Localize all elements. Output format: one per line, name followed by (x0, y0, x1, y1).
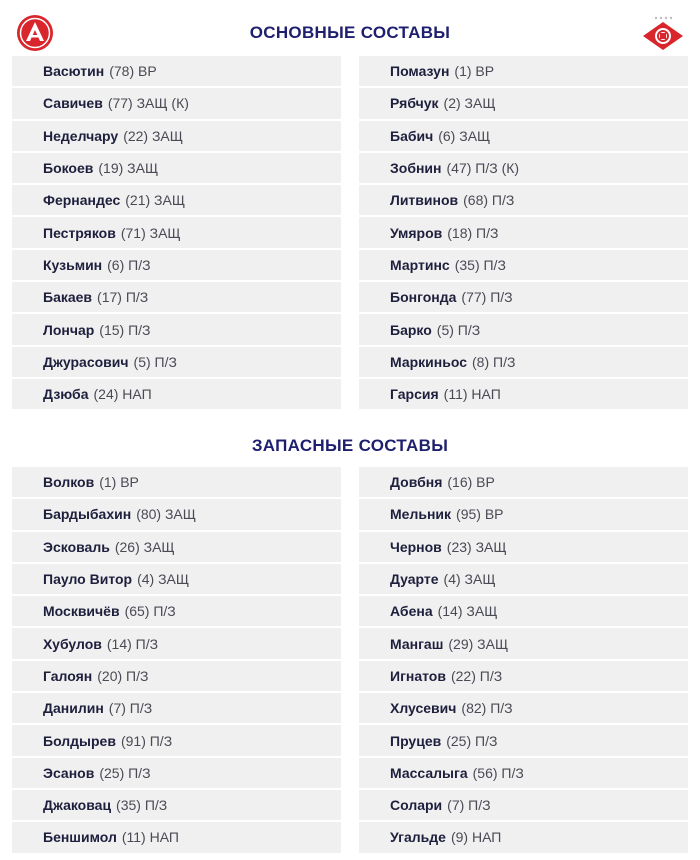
player-number-position: (56) П/З (472, 764, 524, 781)
player-row[interactable] (12, 564, 341, 596)
player-number-position: (11) НАП (443, 386, 501, 403)
player-name: Абена (390, 603, 433, 620)
player-number-position: (24) НАП (93, 386, 152, 403)
player-name: Маркиньос (390, 353, 467, 370)
player-name: Пауло Витор (43, 571, 133, 588)
player-number-position: (16) ВР (447, 474, 495, 491)
player-number-position: (14) ЗАЩ (437, 603, 498, 620)
player-name: Пестряков (43, 224, 116, 241)
player-name: Галоян (43, 667, 93, 684)
player-row[interactable] (359, 217, 688, 249)
player-number-position: (29) ЗАЩ (448, 635, 509, 652)
player-number-position: (7) П/З (447, 797, 491, 814)
player-number-position: (2) ЗАЩ (443, 95, 496, 112)
player-number-position: (82) П/З (461, 700, 513, 717)
player-name: Волков (43, 474, 95, 491)
player-row[interactable] (12, 121, 341, 153)
player-number-position: (26) ЗАЩ (114, 538, 175, 555)
player-row[interactable] (359, 758, 688, 790)
player-row[interactable] (359, 661, 688, 693)
player-name: Беншимол (43, 829, 117, 846)
player-name: Гарсия (390, 386, 439, 403)
player-name: Васютин (43, 63, 105, 80)
player-row[interactable] (12, 282, 341, 314)
player-name: Фернандес (43, 192, 121, 209)
starters-header (0, 0, 700, 60)
player-name: Довбня (390, 474, 443, 491)
player-row[interactable] (12, 217, 341, 249)
player-number-position: (91) П/З (120, 732, 173, 749)
player-name: Мартинс (390, 256, 450, 273)
player-row[interactable] (359, 564, 688, 596)
player-name: Лончар (43, 321, 95, 338)
player-number-position: (11) НАП (121, 829, 179, 846)
player-row[interactable] (359, 56, 688, 88)
player-row[interactable] (359, 379, 688, 411)
player-name: Рябчук (390, 95, 439, 112)
player-number-position: (78) ВР (109, 63, 157, 80)
subs-home-column (12, 467, 341, 855)
player-number-position: (21) ЗАЩ (125, 192, 185, 209)
player-name: Бабич (390, 127, 434, 144)
starters-away-column (359, 56, 688, 411)
player-name: Барко (390, 321, 432, 338)
player-row[interactable] (12, 314, 341, 346)
player-row[interactable] (12, 628, 341, 660)
player-number-position: (1) ВР (454, 63, 495, 80)
player-row[interactable] (12, 822, 341, 854)
player-name: Массалыга (390, 764, 468, 781)
player-row[interactable] (12, 532, 341, 564)
player-row[interactable] (12, 790, 341, 822)
player-name: Хлусевич (390, 700, 457, 717)
player-name: Бакаев (43, 289, 93, 306)
player-number-position: (68) П/З (463, 192, 515, 209)
player-number-position: (9) НАП (450, 829, 502, 846)
player-name: Мангаш (390, 635, 444, 652)
player-name: Данилин (43, 700, 104, 717)
player-number-position: (22) ЗАЩ (123, 127, 183, 144)
player-name: Савичев (43, 95, 103, 112)
player-name: Джурасович (43, 353, 129, 370)
player-row[interactable] (12, 56, 341, 88)
player-number-position: (1) ВР (99, 474, 139, 491)
player-row[interactable] (12, 725, 341, 757)
starters-home-column (12, 56, 341, 411)
player-name: Игнатов (390, 667, 446, 684)
player-number-position: (19) ЗАЩ (98, 160, 159, 177)
player-name: Джаковац (43, 797, 112, 814)
subs-away-column (359, 467, 688, 855)
player-number-position: (77) П/З (461, 289, 513, 306)
player-number-position: (15) П/З (99, 321, 151, 338)
subs-title: ЗАПАСНЫЕ СОСТАВЫ (251, 436, 449, 455)
subs-lineup (12, 467, 688, 855)
player-row[interactable] (359, 282, 688, 314)
player-number-position: (20) П/З (97, 667, 149, 684)
player-row[interactable] (12, 596, 341, 628)
player-number-position: (18) П/З (447, 224, 499, 241)
player-row[interactable] (12, 185, 341, 217)
player-row[interactable] (359, 790, 688, 822)
starters-lineup (12, 56, 688, 411)
player-name: Угальде (390, 829, 446, 846)
player-number-position: (14) П/З (106, 635, 159, 652)
player-row[interactable] (12, 250, 341, 282)
player-number-position: (6) ЗАЩ (438, 127, 491, 144)
player-name: Солари (390, 797, 443, 814)
player-number-position: (25) П/З (99, 764, 151, 781)
player-number-position: (77) ЗАЩ (К) (107, 95, 189, 112)
player-number-position: (95) ВР (456, 506, 504, 523)
player-name: Пруцев (390, 732, 442, 749)
player-number-position: (8) П/З (472, 353, 516, 370)
player-number-position: (35) П/З (116, 797, 168, 814)
player-row[interactable] (12, 499, 341, 531)
player-name: Бонгонда (390, 289, 457, 306)
player-number-position: (35) П/З (454, 256, 506, 273)
player-row[interactable] (359, 725, 688, 757)
player-row[interactable] (12, 693, 341, 725)
player-row[interactable] (359, 499, 688, 531)
player-number-position: (22) П/З (450, 667, 503, 684)
player-name: Кузьмин (43, 256, 103, 273)
player-row[interactable] (12, 467, 341, 499)
player-name: Литвинов (390, 192, 459, 209)
player-number-position: (23) ЗАЩ (446, 538, 507, 555)
player-row[interactable] (359, 596, 688, 628)
player-name: Москвичёв (43, 603, 120, 620)
player-row[interactable] (359, 121, 688, 153)
player-number-position: (4) ЗАЩ (137, 571, 190, 588)
player-number-position: (25) П/З (446, 732, 498, 749)
player-row[interactable] (12, 379, 341, 411)
player-row[interactable] (12, 347, 341, 379)
player-name: Эсковаль (43, 538, 110, 555)
player-name: Мельник (390, 506, 452, 523)
player-number-position: (80) ЗАЩ (136, 506, 196, 523)
spartak-club-logo-icon[interactable] (640, 14, 686, 54)
player-number-position: (17) П/З (97, 289, 149, 306)
player-name: Помазун (390, 63, 450, 80)
player-row[interactable] (359, 822, 688, 854)
player-name: Хубулов (43, 635, 102, 652)
player-name: Болдырев (43, 732, 116, 749)
player-name: Бокоев (43, 160, 94, 177)
player-row[interactable] (359, 185, 688, 217)
player-row[interactable] (359, 250, 688, 282)
player-number-position: (47) П/З (К) (446, 160, 520, 177)
player-name: Умяров (390, 224, 443, 241)
player-name: Бардыбахин (43, 506, 132, 523)
player-number-position: (65) П/З (124, 603, 176, 620)
player-number-position: (5) П/З (133, 353, 177, 370)
player-row[interactable] (359, 693, 688, 725)
player-name: Дзюба (43, 386, 89, 403)
player-number-position: (5) П/З (436, 321, 481, 338)
player-row[interactable] (359, 628, 688, 660)
player-name: Эсанов (43, 764, 95, 781)
player-row[interactable] (12, 661, 341, 693)
player-number-position: (6) П/З (107, 256, 151, 273)
player-name: Зобнин (390, 160, 442, 177)
player-row[interactable] (359, 153, 688, 185)
starters-title: ОСНОВНЫЕ СОСТАВЫ (249, 23, 451, 42)
player-row[interactable] (12, 153, 341, 185)
player-row[interactable] (359, 314, 688, 346)
player-name: Чернов (390, 538, 442, 555)
player-number-position: (7) П/З (108, 700, 153, 717)
player-row[interactable] (359, 532, 688, 564)
player-row[interactable] (359, 347, 688, 379)
player-row[interactable] (12, 88, 341, 120)
player-row[interactable] (12, 758, 341, 790)
player-row[interactable] (359, 88, 688, 120)
player-number-position: (71) ЗАЩ (120, 224, 181, 241)
player-name: Неделчару (43, 127, 119, 144)
player-number-position: (4) ЗАЩ (443, 571, 496, 588)
player-name: Дуарте (390, 571, 439, 588)
player-row[interactable] (359, 467, 688, 499)
